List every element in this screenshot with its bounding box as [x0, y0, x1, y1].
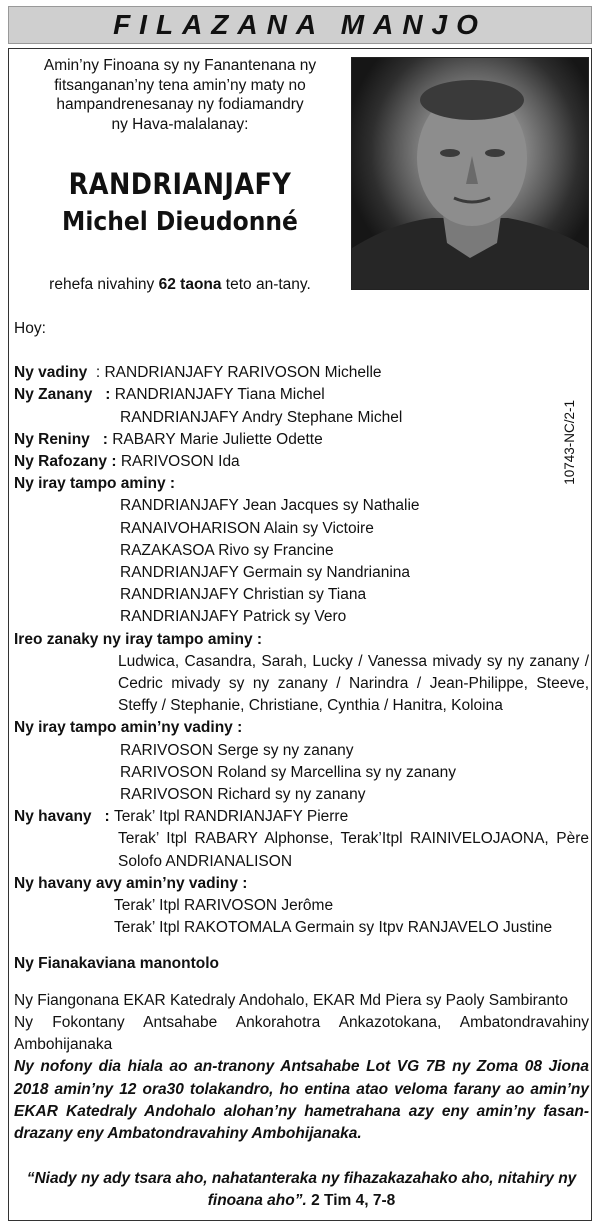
havany-first: Terak’ Itpl RANDRIANJAFY Pierre — [113, 808, 349, 826]
tampo-vadiny-item: RARIVOSON Richard sy ny zanany — [120, 786, 366, 804]
zanany-label: Ny Zanany — [14, 386, 93, 404]
reniny-label: Ny Reniny — [14, 430, 90, 448]
intro-line: hampandrenesanay ny fodiamandry — [56, 96, 304, 113]
deceased-given-name: Michel Dieudonné — [62, 207, 298, 237]
intro-line: ny Hava-malalanay: — [111, 115, 249, 133]
rafozany-label: Ny Rafozany — [14, 453, 108, 471]
age-pre: rehefa nivahiny — [49, 276, 159, 293]
rafozany-row — [14, 451, 589, 473]
vadiny-label: Ny vadiny — [14, 364, 88, 382]
vadiny-sep: : — [87, 364, 105, 382]
havany-vadiny-label: Ny havany avy amin’ny vadiny : — [14, 874, 248, 892]
hoy-label: Hoy: — [14, 320, 46, 337]
quote-text: “Niady ny ady tsara aho, nahatanteraka ny fihazakazahako aho, nitahiry ny finoana aho”. — [26, 1170, 577, 1209]
havany-row — [14, 806, 589, 828]
tampo-item: RAZAKASOA Rivo sy Francine — [120, 541, 334, 559]
reference-number: 10743-NC/2-1 — [562, 400, 577, 485]
zanaky-tampo-label: Ireo zanaky ny iray tampo aminy : — [14, 630, 263, 648]
vadiny-value: RANDRIANJAFY RARIVOSON Michelle — [104, 364, 382, 382]
havany-sep: : — [91, 808, 114, 826]
zanany-row — [14, 384, 589, 406]
havany-label: Ny havany — [14, 808, 92, 826]
vadiny-row — [14, 362, 589, 384]
banner — [8, 6, 592, 44]
quote-ref: 2 Tim 4, 7-8 — [306, 1192, 396, 1209]
intro-text — [20, 56, 340, 134]
tampo-item: RANDRIANJAFY Christian sy Tiana — [120, 586, 367, 604]
zanany-value: RANDRIANJAFY Tiana Michel — [114, 386, 325, 404]
zanany-value: RANDRIANJAFY Andry Stephane Michel — [120, 408, 403, 426]
tampo-item: RANAIVOHARISON Alain sy Victoire — [120, 519, 374, 537]
tampo-vadiny-item: RARIVOSON Roland sy Marcellina sy ny zanany — [120, 763, 456, 781]
closing-quote — [14, 1168, 589, 1212]
zanaky-tampo-text: Ludwica, Casandra, Sarah, Lucky / Vanessa mivady sy ny zanany / Cedric mivady sy ny zanany / Narindra / Jean-Philippe, Steeve, Steffy / Stephanie, Christiane, Cynthia / Hanitra, Koloina — [118, 652, 589, 715]
notice-body — [14, 318, 589, 1145]
tampo-item: RANDRIANJAFY Patrick sy Vero — [120, 608, 347, 626]
havany-vadiny-item: Terak’ Itpl RAKOTOMALA Germain sy Itpv RANJAVELO Justine — [114, 919, 553, 937]
age-line — [20, 276, 340, 294]
reniny-row — [14, 429, 589, 451]
portrait-image — [352, 58, 588, 289]
deceased-surname: RANDRIANJAFY — [68, 167, 292, 201]
reniny-value: RABARY Marie Juliette Odette — [112, 430, 323, 448]
burial-text: Ny nofony dia hiala ao an-tranony Antsahabe Lot VG 7B ny Zoma 08 Jiona 2018 amin’ny 12 ora30 tolakandro, ho entina atao veloma farany ao amin’ny EKAR Katedraly Andohalo alohan’ny hametrahana azy eny amin’ny fasan-drazany eny Ambatondravahiny Ambohijanaka. — [14, 1058, 589, 1142]
tampo-item: RANDRIANJAFY Germain sy Nandrianina — [120, 564, 411, 582]
havany-vadiny-item: Terak’ Itpl RARIVOSON Jerôme — [114, 897, 334, 915]
rafozany-sep: : — [107, 453, 121, 471]
portrait-photo — [351, 57, 589, 290]
age-value: 62 taona — [158, 276, 222, 293]
tampo-label: Ny iray tampo aminy : — [14, 475, 176, 493]
fiangonana-text: Ny Fiangonana EKAR Katedraly Andohalo, EKAR Md Piera sy Paoly Sambiranto — [14, 991, 568, 1009]
tampo-item: RANDRIANJAFY Jean Jacques sy Nathalie — [120, 497, 420, 515]
intro-line: fitsanganan’ny tena amin’ny maty no — [54, 76, 306, 94]
age-post: teto an-tany. — [221, 276, 311, 293]
zanany-sep: : — [92, 386, 115, 404]
fokontany-text: Ny Fokontany Antsahabe Ankorahotra Ankazotokana, Ambatondravahiny Ambohijanaka — [14, 1013, 589, 1054]
deceased-name — [20, 165, 340, 241]
tampo-vadiny-label: Ny iray tampo amin’ny vadiny : — [14, 719, 243, 737]
banner-title: FILAZANA MANJO — [113, 9, 487, 40]
havany-rest: Terak’ Itpl RABARY Alphonse, Terak’Itpl RAINIVELOJAONA, Père Solofo ANDRIANALISON — [118, 830, 589, 870]
tampo-vadiny-item: RARIVOSON Serge sy ny zanany — [120, 741, 354, 759]
rafozany-value: RARIVOSON Ida — [120, 453, 240, 471]
intro-line: Amin’ny Finoana sy ny Fanantenana ny — [43, 57, 317, 74]
reniny-sep: : — [89, 430, 113, 448]
fianakaviana-label: Ny Fianakaviana manontolo — [14, 955, 219, 973]
